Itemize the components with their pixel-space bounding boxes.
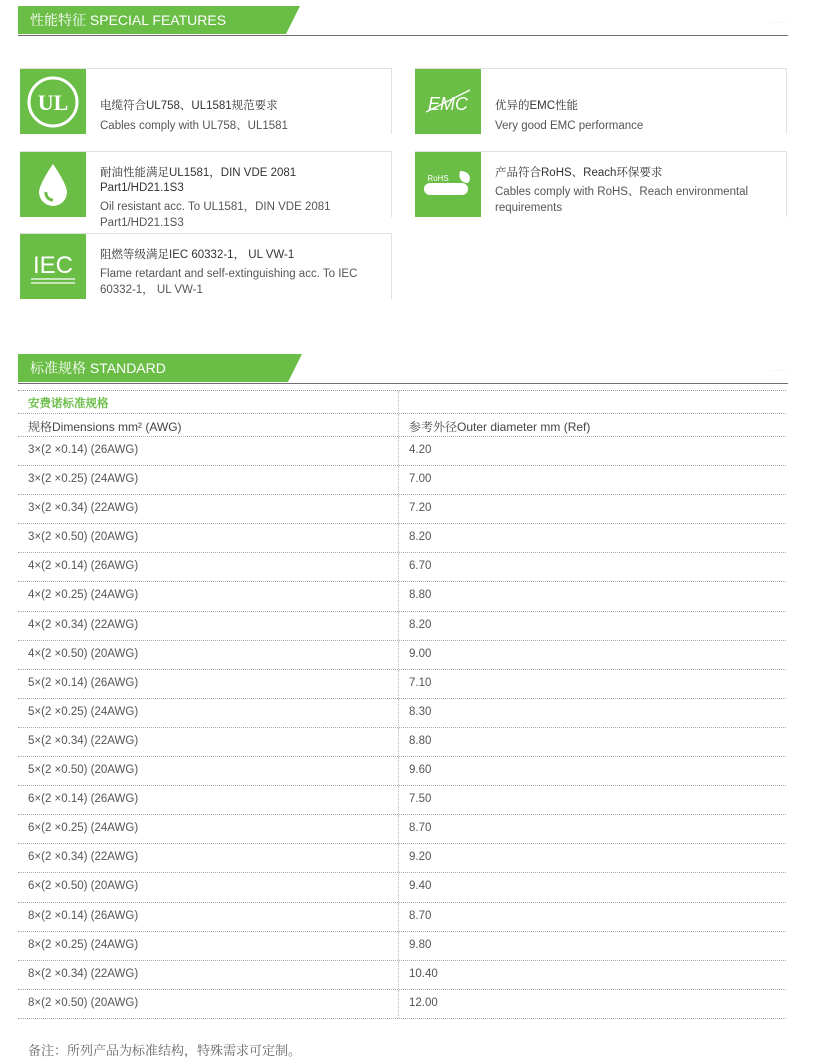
cell-dimensions: 6×(2 ×0.34) (22AWG)	[28, 851, 139, 864]
standard-section-title: 标准规格 STANDARD	[18, 354, 288, 382]
cell-outer-diameter: 8.70	[409, 822, 432, 835]
cell-dimensions: 8×(2 ×0.50) (20AWG)	[28, 996, 139, 1009]
table-row	[18, 728, 786, 757]
cell-outer-diameter: 4.20	[409, 444, 432, 456]
table-row	[18, 757, 786, 786]
cell-outer-diameter: 8.70	[409, 909, 432, 922]
rohs-leaf-icon	[415, 152, 481, 217]
feature-iec-en: Flame retardant and self-extinguishing acc. To IEC 60332-1， UL VW-1	[100, 268, 358, 296]
table-row	[18, 495, 786, 524]
emc-icon	[415, 69, 481, 134]
table-row	[18, 437, 786, 466]
features-section-title: 性能特征 SPECIAL FEATURES	[18, 6, 286, 34]
standard-section-header	[18, 354, 788, 386]
table-row	[18, 873, 786, 902]
table-row	[18, 961, 786, 990]
feature-oil-en: Oil resistant acc. To UL1581，DIN VDE 2081 Part1/HD21.1S3	[100, 201, 331, 229]
cell-dimensions: 6×(2 ×0.25) (24AWG)	[28, 822, 139, 835]
cell-outer-diameter: 9.60	[409, 764, 432, 777]
table-row	[18, 990, 786, 1019]
cell-outer-diameter: 12.00	[409, 996, 438, 1009]
table-row	[18, 466, 786, 495]
cell-outer-diameter: 8.80	[409, 734, 432, 747]
cell-dimensions: 8×(2 ×0.34) (22AWG)	[28, 967, 139, 980]
cell-dimensions: 3×(2 ×0.25) (24AWG)	[28, 473, 139, 486]
table-row	[18, 815, 786, 844]
table-row	[18, 903, 786, 932]
cell-outer-diameter: 10.40	[409, 967, 438, 980]
cell-outer-diameter: 8.30	[409, 705, 432, 718]
feature-oil-cn: 耐油性能满足UL1581，DIN VDE 2081 Part1/HD21.1S3	[100, 167, 297, 194]
features-section-header	[18, 6, 788, 38]
features-header-watermark: ......	[769, 14, 788, 26]
cell-outer-diameter: 7.00	[409, 473, 432, 486]
cell-dimensions: 4×(2 ×0.14) (26AWG)	[28, 560, 139, 573]
cell-outer-diameter: 8.80	[409, 589, 432, 602]
cell-dimensions: 5×(2 ×0.25) (24AWG)	[28, 705, 139, 718]
feature-oil	[20, 151, 392, 229]
feature-rohs-en: Cables comply with RoHS、Reach environmental requirements	[495, 186, 749, 214]
table-header-row	[18, 414, 786, 437]
table-row	[18, 844, 786, 873]
cell-dimensions: 4×(2 ×0.34) (22AWG)	[28, 618, 139, 631]
cell-dimensions: 5×(2 ×0.34) (22AWG)	[28, 734, 139, 747]
iec-icon	[20, 234, 86, 299]
cell-dimensions: 4×(2 ×0.25) (24AWG)	[28, 589, 139, 602]
footnote: 备注：所列产品为标准结构，特殊需求可定制。	[28, 1043, 302, 1058]
cell-outer-diameter: 8.20	[409, 618, 432, 631]
svg-text:RoHS: RoHS	[427, 173, 449, 183]
table-row	[18, 670, 786, 699]
table-row	[18, 582, 786, 611]
cell-outer-diameter: 7.50	[409, 793, 432, 806]
cell-outer-diameter: 7.10	[409, 676, 432, 689]
cell-dimensions: 3×(2 ×0.34) (22AWG)	[28, 502, 139, 515]
feature-emc-cn: 优异的EMC性能	[495, 100, 579, 112]
cell-dimensions: 4×(2 ×0.50) (20AWG)	[28, 647, 139, 660]
cell-dimensions: 6×(2 ×0.14) (26AWG)	[28, 793, 139, 806]
feature-emc-en: Very good EMC performance	[495, 120, 644, 132]
cell-dimensions: 8×(2 ×0.25) (24AWG)	[28, 938, 139, 951]
cell-outer-diameter: 9.00	[409, 647, 432, 660]
header-outer-diameter: 参考外径Outer diameter mm (Ref)	[409, 420, 591, 434]
cell-outer-diameter: 9.80	[409, 938, 432, 951]
table-group-label: 安费诺标准规格	[28, 398, 109, 410]
feature-iec-cn: 阻燃等级满足IEC 60332-1， UL VW-1	[100, 249, 295, 261]
standard-header-watermark: ......	[769, 362, 788, 374]
cell-outer-diameter: 6.70	[409, 560, 432, 573]
feature-iec	[20, 233, 392, 299]
svg-text:UL: UL	[37, 89, 69, 115]
feature-rohs	[415, 151, 787, 217]
feature-ul-en: Cables comply with UL758、UL1581	[100, 120, 288, 132]
table-row	[18, 786, 786, 815]
table-row	[18, 932, 786, 961]
oil-drop-icon	[20, 152, 86, 217]
feature-emc	[415, 68, 787, 134]
cell-dimensions: 8×(2 ×0.14) (26AWG)	[28, 909, 139, 922]
table-group-row	[18, 391, 786, 414]
ul-icon	[20, 69, 86, 134]
cell-outer-diameter: 7.20	[409, 502, 432, 515]
table-row	[18, 612, 786, 641]
feature-ul	[20, 68, 392, 134]
table-row	[18, 641, 786, 670]
standard-table	[18, 390, 786, 1019]
feature-ul-cn: 电缆符合UL758、UL1581规范要求	[100, 100, 278, 112]
features-header-rule	[18, 35, 788, 36]
standard-header-rule	[18, 383, 788, 384]
table-row	[18, 553, 786, 582]
cell-outer-diameter: 9.20	[409, 851, 432, 864]
feature-rohs-cn: 产品符合RoHS、Reach环保要求	[495, 167, 663, 179]
svg-text:IEC: IEC	[32, 251, 74, 279]
table-row	[18, 699, 786, 728]
header-dimensions: 规格Dimensions mm² (AWG)	[28, 420, 182, 434]
svg-text:EMC: EMC	[428, 93, 468, 114]
cell-outer-diameter: 9.40	[409, 880, 432, 893]
cell-dimensions: 6×(2 ×0.50) (20AWG)	[28, 880, 139, 893]
cell-dimensions: 3×(2 ×0.50) (20AWG)	[28, 531, 139, 544]
table-body	[18, 437, 786, 1019]
cell-dimensions: 5×(2 ×0.50) (20AWG)	[28, 764, 139, 777]
table-row	[18, 524, 786, 553]
cell-outer-diameter: 8.20	[409, 531, 432, 544]
cell-dimensions: 5×(2 ×0.14) (26AWG)	[28, 676, 139, 689]
cell-dimensions: 3×(2 ×0.14) (26AWG)	[28, 444, 139, 456]
